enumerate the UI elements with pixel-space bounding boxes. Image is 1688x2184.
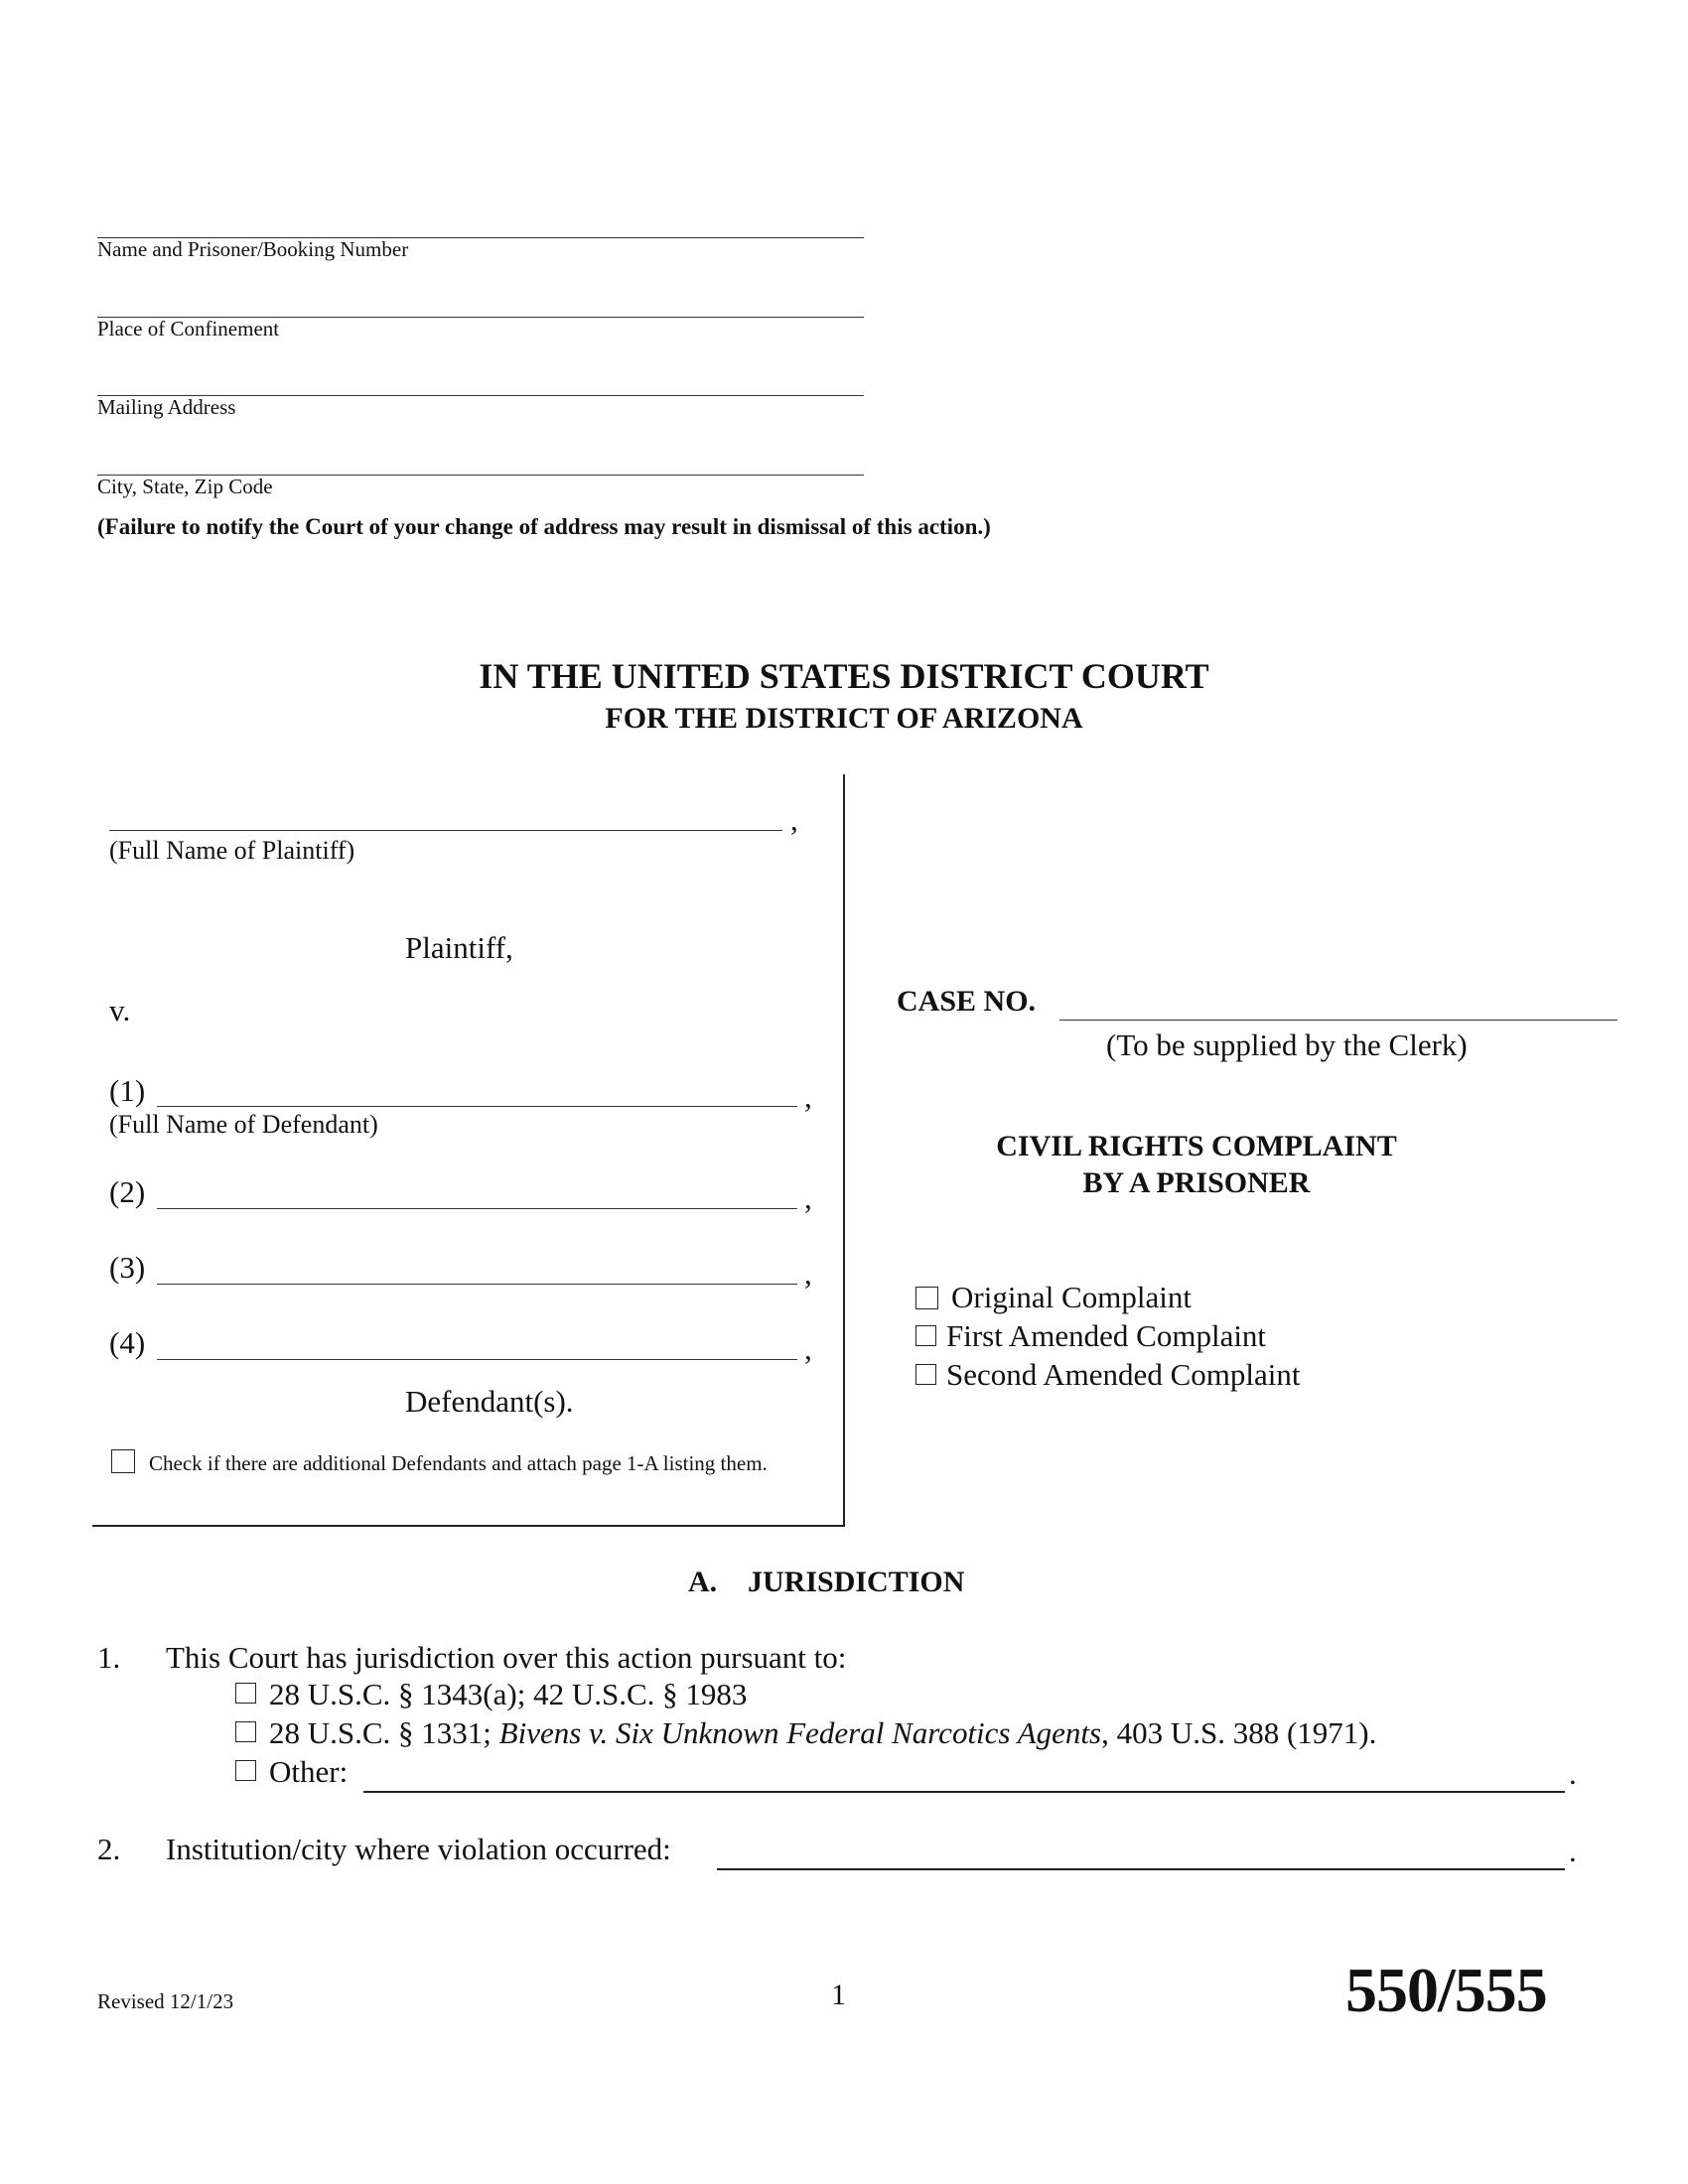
- plaintiff-word: Plaintiff,: [405, 930, 513, 965]
- item-1-number: 1.: [97, 1640, 121, 1675]
- defendant-1-number: (1): [109, 1073, 146, 1108]
- plaintiff-comma: ,: [790, 802, 798, 837]
- first-amended-label: First Amended Complaint: [946, 1318, 1267, 1353]
- second-amended-label: Second Amended Complaint: [946, 1357, 1301, 1392]
- address-notice: (Failure to notify the Court of your change of address may result in dismissal of this action.): [97, 514, 991, 539]
- versus: v.: [109, 993, 131, 1027]
- additional-defendants-label: Check if there are additional Defendants and attach page 1-A listing them.: [149, 1451, 768, 1475]
- jurisdiction-other-period: .: [1569, 1756, 1577, 1791]
- section-a-title: JURISDICTION: [748, 1566, 965, 1598]
- bivens-statute: 28 U.S.C. § 1331;: [269, 1715, 499, 1750]
- form-number: 550/555: [1345, 1955, 1547, 2025]
- defendant-sub-label: (Full Name of Defendant): [109, 1110, 378, 1139]
- second-amended-checkbox[interactable]: [915, 1364, 936, 1385]
- revised-date: Revised 12/1/23: [97, 1989, 234, 2013]
- defendant-3-comma: ,: [804, 1256, 812, 1291]
- item-2-number: 2.: [97, 1832, 121, 1866]
- jurisdiction-bivens-checkbox[interactable]: [235, 1721, 256, 1742]
- bivens-case-name: Bivens v. Six Unknown Federal Narcotics Agents: [498, 1715, 1102, 1750]
- jurisdiction-other-label: Other:: [269, 1754, 349, 1789]
- case-no-label: CASE NO.: [897, 985, 1037, 1018]
- complaint-title-line1: CIVIL RIGHTS COMPLAINT: [996, 1130, 1397, 1162]
- first-amended-checkbox[interactable]: [915, 1325, 936, 1346]
- caption-divider: [843, 774, 845, 1527]
- jurisdiction-1983-checkbox[interactable]: [235, 1683, 256, 1704]
- court-district: FOR THE DISTRICT OF ARIZONA: [605, 702, 1083, 735]
- item-1-text: This Court has jurisdiction over this action pursuant to:: [166, 1640, 847, 1675]
- city-state-zip-label: City, State, Zip Code: [97, 475, 273, 498]
- clerk-note: (To be supplied by the Clerk): [1106, 1027, 1468, 1062]
- jurisdiction-other-checkbox[interactable]: [235, 1760, 256, 1781]
- bivens-citation: , 403 U.S. 388 (1971).: [1101, 1715, 1377, 1750]
- defendant-2-comma: ,: [804, 1180, 812, 1215]
- plaintiff-sub-label: (Full Name of Plaintiff): [109, 836, 355, 865]
- complaint-title-line2: BY A PRISONER: [1082, 1166, 1311, 1199]
- caption-bottom-rule: [92, 1525, 845, 1527]
- original-complaint-label: Original Complaint: [951, 1280, 1192, 1314]
- original-complaint-checkbox[interactable]: [915, 1287, 938, 1309]
- defendant-3-number: (3): [109, 1250, 146, 1285]
- page-number: 1: [831, 1979, 846, 2011]
- violation-location-period: .: [1569, 1834, 1577, 1868]
- place-confinement-label: Place of Confinement: [97, 317, 280, 341]
- jurisdiction-other-field[interactable]: [363, 1791, 1565, 1793]
- violation-location-field[interactable]: [717, 1868, 1565, 1870]
- mailing-address-label: Mailing Address: [97, 395, 236, 419]
- defendant-1-comma: ,: [804, 1079, 812, 1114]
- item-2-text: Institution/city where violation occurred:: [166, 1832, 671, 1866]
- defendants-word: Defendant(s).: [405, 1384, 574, 1419]
- court-title: IN THE UNITED STATES DISTRICT COURT: [479, 656, 1209, 696]
- defendant-2-number: (2): [109, 1174, 146, 1209]
- jurisdiction-1983-label: 28 U.S.C. § 1343(a); 42 U.S.C. § 1983: [269, 1677, 748, 1711]
- jurisdiction-bivens-label: [269, 1715, 1376, 1751]
- section-a-letter: A.: [688, 1566, 718, 1598]
- defendant-4-comma: ,: [804, 1331, 812, 1366]
- defendant-4-number: (4): [109, 1325, 146, 1360]
- case-no-field[interactable]: [1059, 1020, 1618, 1021]
- name-booking-label: Name and Prisoner/Booking Number: [97, 237, 409, 261]
- additional-defendants-checkbox[interactable]: [111, 1449, 135, 1473]
